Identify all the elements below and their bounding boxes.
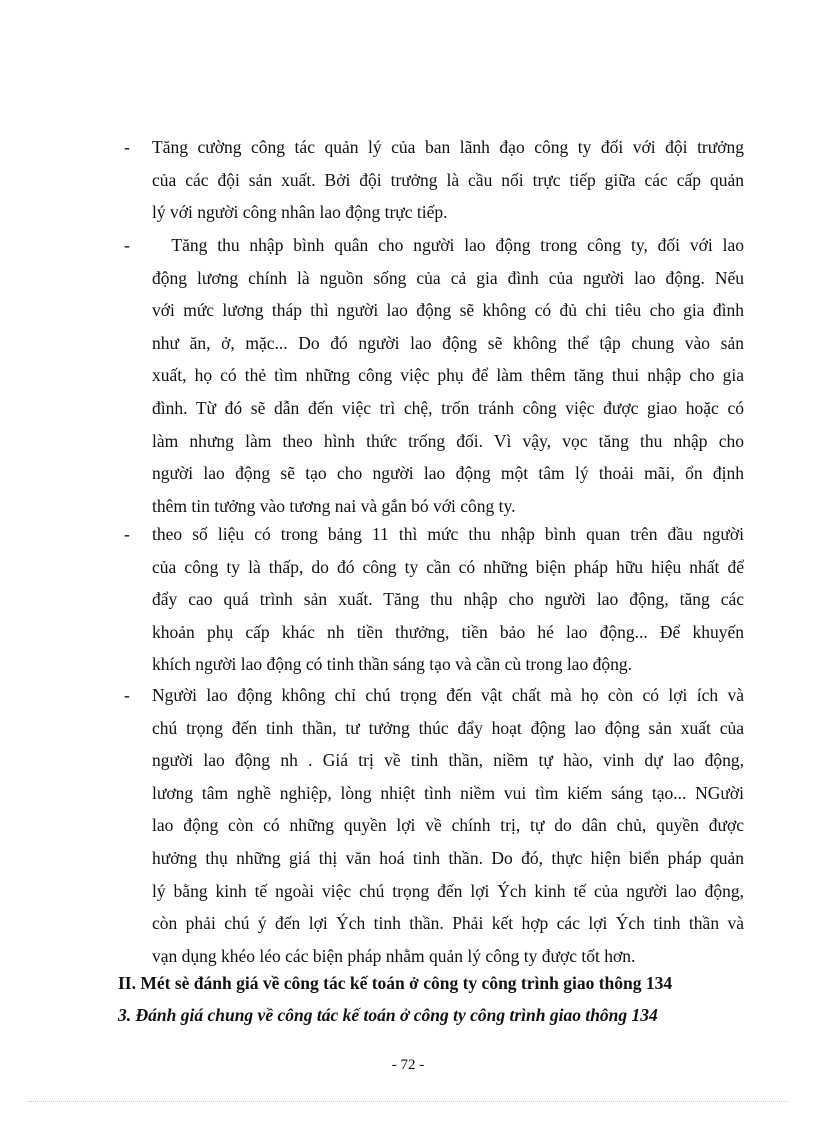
text-line: người lao động nh . Giá trị về tinh thần, niềm tự hào, vinh dự lao động, xyxy=(152,750,744,771)
bullet-text xyxy=(152,518,744,681)
bullet-text xyxy=(152,679,744,972)
bullet-item xyxy=(124,518,744,681)
footer-divider xyxy=(28,1101,788,1102)
text-line: lý bằng kinh tế ngoài việc chú trọng đến lợi Ých kinh tế của người lao động, xyxy=(152,880,744,901)
bullet-marker: - xyxy=(124,235,130,255)
page-number: - 72 - xyxy=(391,1057,425,1073)
text-line: vạn dụng khéo léo các biện pháp nhằm quản lý công ty được tốt hơn. xyxy=(152,945,636,966)
text-line: người lao động sẽ tạo cho người lao động một tâm lý thoải mãi, ổn định xyxy=(152,463,744,484)
text-line: của các đội sản xuất. Bởi đội trưởng là cầu nối trực tiếp giữa các cấp quản xyxy=(152,169,744,190)
text-line: theo số liệu có trong bảng 11 thì mức thu nhập bình quan trên đầu người xyxy=(152,524,744,544)
section-heading: II. Mét sè đánh giá về công tác kế toán ở công ty công trình giao thông 134 xyxy=(118,973,673,993)
text-line: của công ty là thấp, do đó công ty cần có những biện pháp hữu hiệu nhất để xyxy=(152,556,744,577)
text-line: lý với người công nhân lao động trực tiếp. xyxy=(152,202,448,223)
text-line: Tăng thu nhập bình quân cho người lao động trong công ty, đối với lao xyxy=(152,235,744,255)
text-line: Người lao động không chỉ chú trọng đến vật chất mà họ còn có lợi ích và xyxy=(152,685,744,705)
text-line: lao động còn có những quyền lợi về chính trị, tự do dân chủ, quyền được xyxy=(152,815,744,836)
text-line: hưởng thụ những giá thị văn hoá tinh thần. Do đó, thực hiện biển pháp quản xyxy=(152,847,744,868)
text-line: Tăng cường công tác quản lý của ban lãnh đạo công ty đối với đội trưởng xyxy=(152,137,744,157)
text-line: đình. Từ đó sẽ dẫn đến việc trì chệ, trốn tránh công việc được giao hoặc có xyxy=(152,397,744,418)
bullet-text xyxy=(152,131,744,229)
text-line: thêm tin tưởng vào tương nai và gắn bó với công ty. xyxy=(152,495,516,516)
text-line: chú trọng đến tinh thần, tư tưởng thúc đẩy hoạt động lao động sản xuất của xyxy=(152,717,744,738)
bullet-text xyxy=(152,229,744,522)
text-line: xuất, họ có thẻ tìm những công việc phụ để làm thêm tăng thui nhập cho gia xyxy=(152,365,744,386)
bullet-item xyxy=(124,131,744,229)
text-line: đẩy cao quá trình sản xuất. Tăng thu nhập cho người lao động, tăng các xyxy=(152,589,744,610)
bullet-marker: - xyxy=(124,685,130,705)
text-line: với mức lương tháp thì người lao động sẽ không có đủ chi tiêu cho gia đình xyxy=(152,300,744,321)
text-line: làm nhưng làm theo hình thức trống đối. Vì vậy, vọc tăng thu nhập cho xyxy=(152,430,744,451)
bullet-item xyxy=(124,679,744,972)
bullet-item xyxy=(124,229,744,522)
bullet-marker: - xyxy=(124,137,130,157)
subsection-heading: 3. Đánh giá chung về công tác kế toán ở công ty công trình giao thông 134 xyxy=(118,1005,658,1025)
text-line: khích người lao động có tinh thần sáng tạo và cần cù trong lao động. xyxy=(152,654,632,675)
bullet-marker: - xyxy=(124,524,130,544)
text-line: như ăn, ở, mặc... Do đó người lao động sẽ không thể tập chung vào sản xyxy=(152,332,744,353)
text-line: còn phải chú ý đến lợi Ých tinh thần. Phải kết hợp các lợi Ých tinh thần và xyxy=(152,913,744,934)
text-line: lương tâm nghề nghiệp, lòng nhiệt tình niềm vui tìm kiếm sáng tạo... NGười xyxy=(152,782,744,803)
text-line: động lương chính là nguồn sống của cả gia đình của người lao động. Nếu xyxy=(152,267,744,288)
text-line: khoản phụ cấp khác nh tiền thưởng, tiền bảo hé lao động... Để khuyến xyxy=(152,621,744,642)
